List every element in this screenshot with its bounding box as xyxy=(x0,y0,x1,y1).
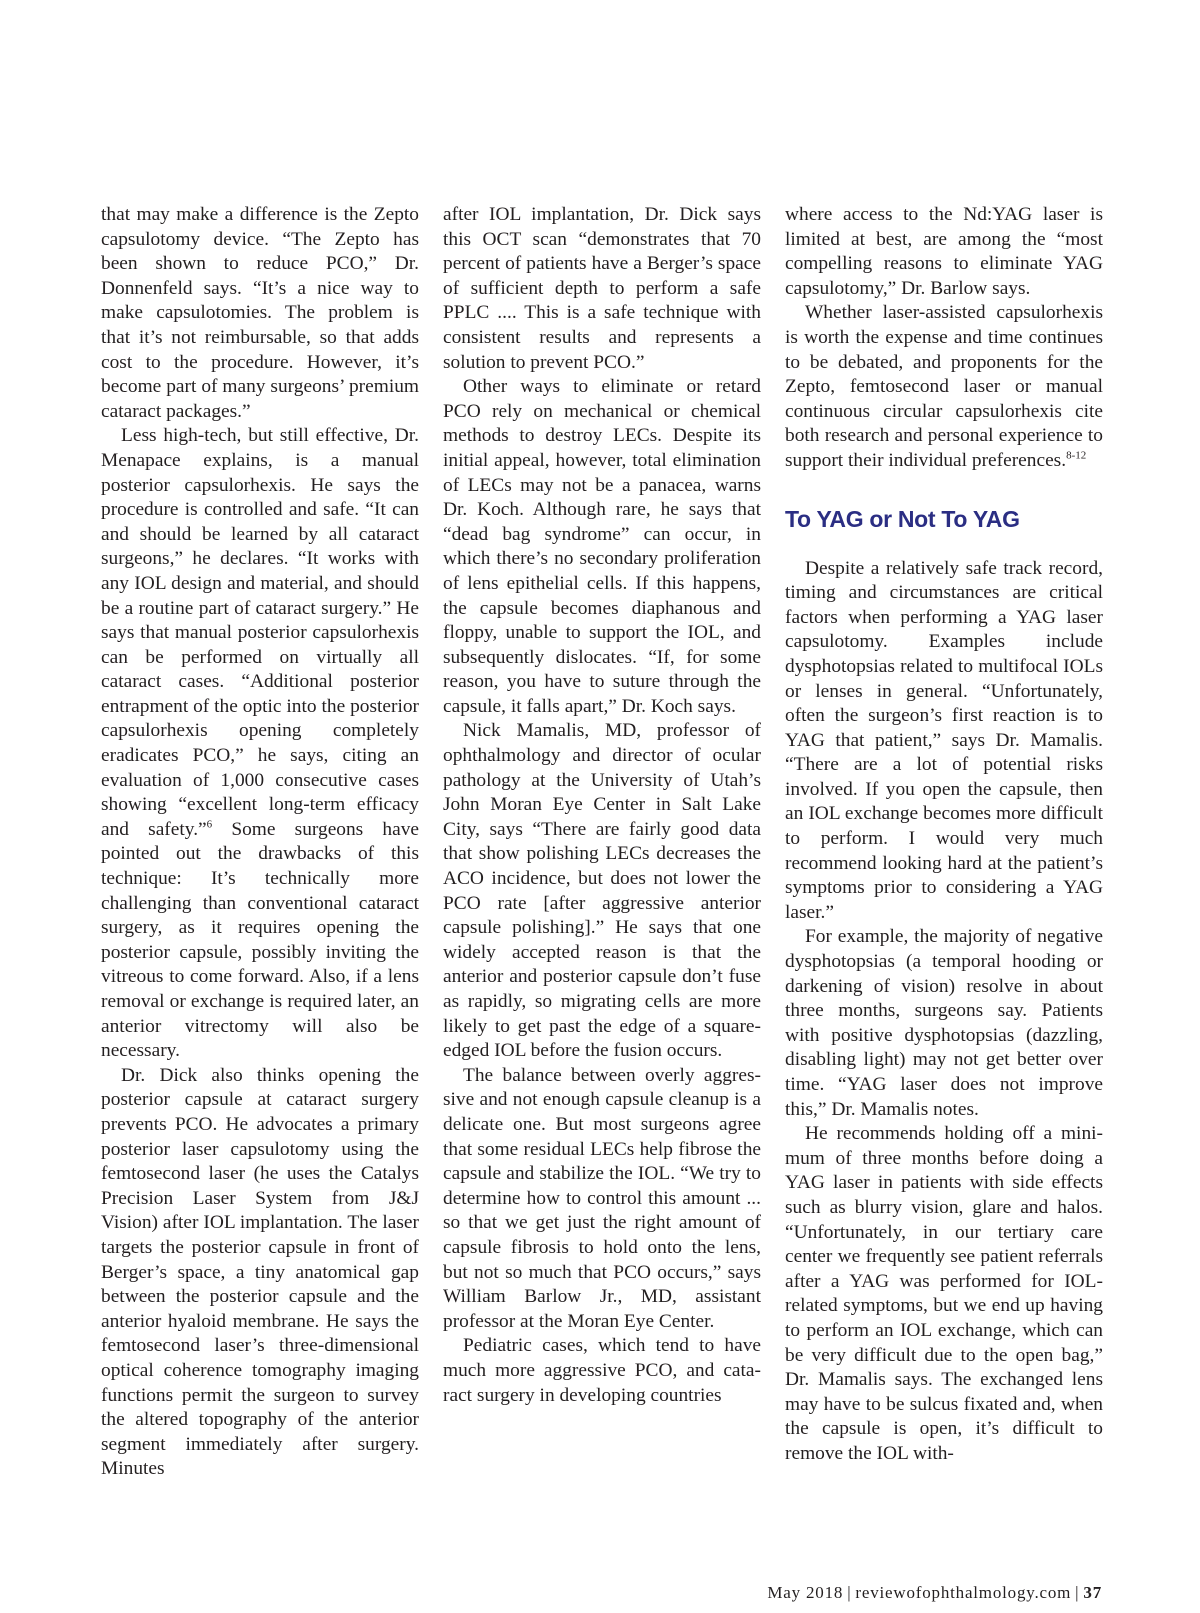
reference-superscript: 6 xyxy=(206,818,213,831)
paragraph-text: Less high-tech, but still effective, Dr. Menapace explains, is a manual posterior capsulorhexis. He says the procedure is controlled and safe. “It can and should be learned by all cataract surgeons,” he declares. “It works with any IOL design and material, and should be a routine part of cataract surgery.” He says that manual posterior capsulorhexis can be performed on virtually all cataract cases. “Additional posterior entrapment of the optic into the posterior capsulorhexis opening completely eradicates PCO,” he says, citing an evaluation of 1,000 consecutive cases showing “excellent long-term efficacy and safety.” xyxy=(101,425,419,840)
page-footer xyxy=(740,1583,1102,1603)
paragraph: Despite a relatively safe track record, timing and circumstances are critical factors when performing a YAG laser capsulotomy. Examples include dysphotopsias related to multifocal IOLs or lenses in general. “Unfortunately, often the surgeon’s first reaction is to YAG that patient,” says Dr. Mamalis. “There are a lot of potential risks involved. If you open the capsule, then an IOL exchange becomes more difficult to perform. I would very much recommend looking hard at the patient’s symptoms prior to considering a YAG laser.” xyxy=(785,557,1103,923)
column-1 xyxy=(101,203,419,1482)
issue-date: May 2018 xyxy=(767,1583,844,1602)
paragraph: where access to the Nd:YAG laser is limited at best, are among the “most compelling reasons to eliminate YAG capsulotomy,” Dr. Barlow says. xyxy=(785,204,1103,299)
paragraph: For example, the majority of negative dysphotopsias (a temporal hooding or darkening of vision) resolve in about three months, surgeons say. Patients with positive dysphotopsias (dazzling, disabling light) may not get better over time. “YAG laser does not improve this,” Dr. Mamalis notes. xyxy=(785,926,1103,1120)
footer-separator: | xyxy=(1075,1583,1080,1602)
paragraph: Nick Mamalis, MD, professor of ophthalmology and director of ocular pathology at the University of Utah’s John Moran Eye Center in Salt Lake City, says “There are fairly good data that show polishing LECs decreases the ACO incidence, but does not lower the PCO rate [after aggressive anterior capsule polishing].” He says that one widely accepted reason is that the anterior and posterior capsule don’t fuse as rapidly, so migrating cells are more likely to get past the edge of a square-edged IOL before the fusion occurs. xyxy=(443,720,761,1062)
paragraph: Dr. Dick also thinks opening the posterior capsule at cataract surgery prevents PCO. He advocates a primary posterior laser capsulotomy using the femtosecond laser (he uses the Catalys Precision Laser System from J&J Vision) after IOL implantation. The laser targets the posterior capsule in front of Berger’s space, a tiny anatomical gap between the posterior capsule and the anterior hyaloid membrane. He says the femtosecond laser’s three-dimensional optical coherence tomography imaging functions permit the surgeon to survey the altered topography of the anterior segment immediately after surgery. Minutes xyxy=(101,1064,419,1480)
paragraph-text: Whether laser-assisted capsulorhexis is worth the expense and time continues to be debated, and proponents for the Zepto, femtosecond laser or manual continuous circular capsulorhexis cite both research and personal experience to support their individual preferences. xyxy=(785,302,1103,471)
paragraph: after IOL implantation, Dr. Dick says this OCT scan “demonstrates that 70 percent of patients have a Berger’s space of sufficient depth to perform a safe PPLC .... This is a safe technique with consistent results and represents a solution to prevent PCO.” xyxy=(443,204,761,373)
column-2 xyxy=(443,203,761,1408)
footer-separator: | xyxy=(847,1583,852,1602)
page-number: 37 xyxy=(1083,1583,1102,1602)
reference-superscript: 8-12 xyxy=(1066,449,1087,462)
paragraph xyxy=(785,301,1103,473)
website-name: reviewofophthalmology.com xyxy=(855,1583,1072,1602)
paragraph: The balance between overly aggressive and not enough capsule cleanup is a delicate one. But most surgeons agree that some residual LECs help fibrose the capsule and stabilize the IOL. “We try to determine how to control this amount ... so that we get just the right amount of capsule fibrosis to hold onto the lens, but not so much that PCO occurs,” says William Barlow Jr., MD, assistant professor at the Moran Eye Center. xyxy=(443,1064,761,1332)
paragraph xyxy=(101,424,419,1063)
paragraph: He recommends holding off a minimum of three months before doing a YAG laser in patients with side effects such as blurry vision, glare and halos. “Unfortunately, in our tertiary care center we frequently see patient referrals after a YAG was performed for IOL-related symptoms, but we end up having to perform an IOL exchange, which can be very difficult due to the open bag,” Dr. Mamalis says. The exchanged lens may have to be sulcus fixated and, when the capsule is open, it’s difficult to remove the IOL with- xyxy=(785,1123,1103,1464)
section-heading: To YAG or Not To YAG xyxy=(785,505,1020,532)
paragraph: Other ways to eliminate or retard PCO rely on mechanical or chemical methods to destroy LECs. Despite its initial appeal, however, total elimination of LECs may not be a panacea, warns Dr. Koch. Although rare, he says that “dead bag syndrome” can occur, in which there’s no secondary proliferation of lens epithelial cells. If this happens, the capsule becomes diaphanous and floppy, unable to support the IOL, and subsequently dislocates. “If, for some reason, you have to suture through the capsule, it falls apart,” Dr. Koch says. xyxy=(443,376,761,717)
column-3 xyxy=(785,203,1103,1467)
paragraph-text: Some surgeons have pointed out the drawbacks of this technique: It’s technically more challenging than conventional cataract surgery, as it requires opening the posterior capsule, possibly inviting the vitreous to come forward. Also, if a lens removal or exchange is required later, an anterior vitrectomy will also be necessary. xyxy=(101,818,419,1062)
paragraph: that may make a difference is the Zepto capsulotomy device. “The Zepto has been shown to reduce PCO,” Dr. Donnenfeld says. “It’s a nice way to make capsulotomies. The problem is that it’s not reimbursable, so that adds cost to the procedure. However, it’s become part of many surgeons’ premium cataract packages.” xyxy=(101,204,419,422)
paragraph: Pediatric cases, which tend to have much more aggressive PCO, and cataract surgery in developing countries xyxy=(443,1335,761,1406)
